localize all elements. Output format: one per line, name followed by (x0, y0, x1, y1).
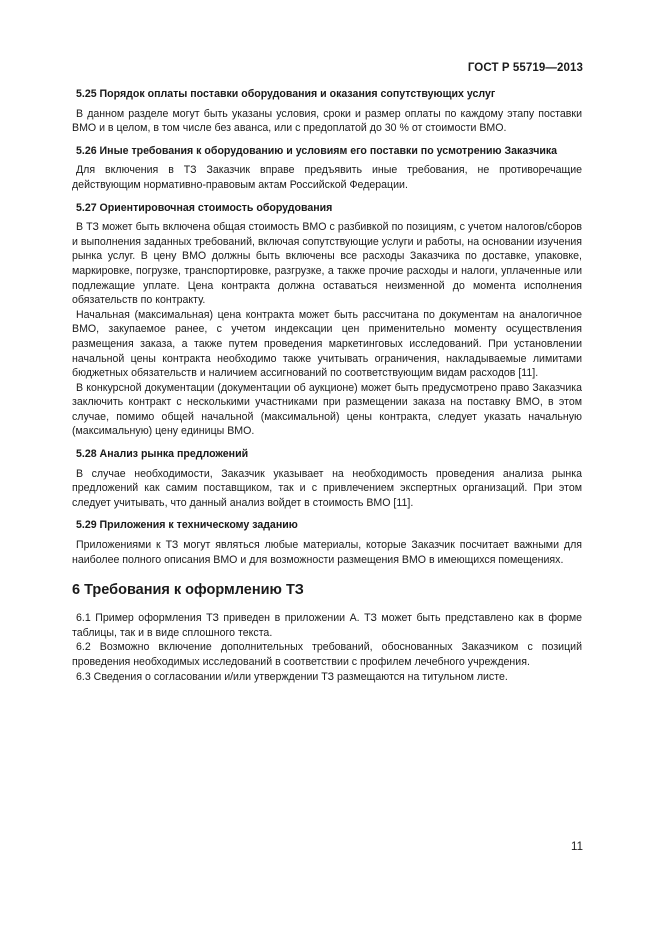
document-id: ГОСТ Р 55719—2013 (467, 62, 583, 74)
paragraph: Приложениями к ТЗ могут являться любые материалы, которые Заказчик посчитает важными для наиболее полного описания ВМО и для возможности размещения ВМО в имеющихся помещениях. (72, 539, 582, 566)
section-title: 5.28 Анализ рынка предложений (76, 448, 249, 461)
section-5-28 (72, 447, 582, 510)
page-number: 11 (571, 841, 583, 853)
paragraph: В данном разделе могут быть указаны условия, сроки и размер оплаты по каждому этапу поставки ВМО и в целом, в том числе без аванса, или с предоплатой до 30 % от стоимости ВМО. (72, 107, 582, 135)
paragraph: В случае необходимости, Заказчик указывает на необходимость проведения анализа рынка предложений как самим поставщиком, так и с привлечением экспертных организаций. При этом следует учитывать, что данный анализ войдет в стоимость ВМО [11]. (72, 467, 582, 509)
section-title: 5.29 Приложения к техническому заданию (76, 519, 298, 532)
paragraph: 6.3 Сведения о согласовании и/или утверждении ТЗ размещаются на титульном листе. (76, 670, 508, 683)
section-5-26 (72, 144, 582, 193)
section-title: 5.26 Иные требования к оборудованию и условиям его поставки по усмотрению Заказчика (76, 144, 558, 157)
section-5-27 (72, 201, 582, 440)
paragraph: В конкурсной документации (документации об аукционе) может быть предусмотрено право Заказчика заключить контракт с несколькими участниками при размещении заказа на поставку ВМО, в этом случае, помимо общей начальной (максимальной) цены контракта, следует указать начальную (максимальную) цену единицы ВМО. (72, 381, 582, 438)
section-5-29 (72, 518, 582, 567)
section-title: 5.27 Ориентировочная стоимость оборудования (76, 201, 333, 214)
paragraph: 6.2 Возможно включение дополнительных требований, обоснованных Заказчиком с позиций проведения необходимых исследований в соответствии с профилем лечебного учреждения. (72, 641, 582, 668)
document-header (468, 62, 583, 74)
paragraph: В ТЗ может быть включена общая стоимость ВМО с разбивкой по позициям, с учетом налогов/сборов и выполнения заданных требований, включая сопутствующие услуги и работы, на основании изучения рынка услуг. В цену ВМО должны быть включены все расходы Заказчика по доставке, упаковке, маркировке, погрузке, транспортировке, разгрузке, а также прочие расходы и налоги, уплаченные или подлежащие уплате. Цена контракта должна оставаться неизменной до момента исполнения обязательств по контракту. (72, 221, 582, 307)
page-content (72, 87, 582, 684)
section-5-25 (72, 87, 582, 136)
paragraph: 6.1 Пример оформления ТЗ приведен в приложении А. ТЗ может быть представлено как в форме таблицы, так и в виде сплошного текста. (72, 612, 582, 639)
chapter-title: 6 Требования к оформлению ТЗ (72, 582, 304, 599)
paragraph: Для включения в ТЗ Заказчик вправе предъявить иные требования, не противоречащие действующим нормативно-правовым актам Российской Федерации. (72, 164, 582, 191)
paragraph: Начальная (максимальная) цена контракта может быть рассчитана по документам на аналогичное ВМО, закупаемое ранее, с учетом индексации цен применительно моменту осуществления размещения заказа, а также путем проведения маркетинговых исследований. При установлении начальной цены контракта необходимо также учитывать ограничения, накладываемые лимитами бюджетных обязательств и наличием ассигнований по соответствующим видам расходов [11]. (72, 308, 582, 380)
chapter-6 (72, 581, 582, 684)
section-title: 5.25 Порядок оплаты поставки оборудования и оказания сопутствующих услуг (76, 88, 496, 100)
